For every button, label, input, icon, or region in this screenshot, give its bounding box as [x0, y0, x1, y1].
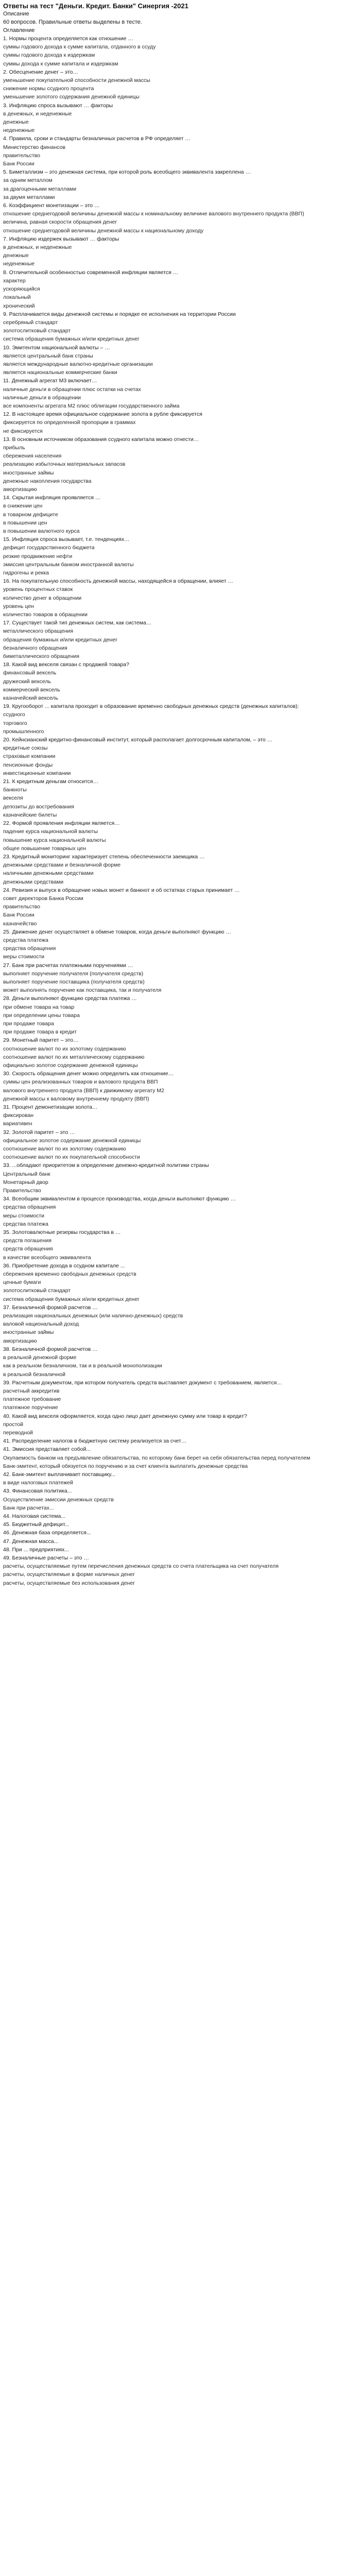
- answer-line: сбережения населения: [3, 453, 62, 460]
- question-line: 6. Коэффициент монетизации – это …: [3, 202, 100, 209]
- question-line: 1. Нормы процента определяется как отношение …: [3, 36, 133, 42]
- answer-line: величина, равная скорости обращения денег: [3, 219, 117, 226]
- question-line: 5. Биметаллизм – это денежная система, при которой роль всеобщего эквивалента закреплена …: [3, 169, 251, 176]
- question-line: 19. Кругооборот ... капитала проходит в образование временно свободных денежных средств (денежных капиталов):: [3, 703, 299, 710]
- question-line: 40. Какой вид векселя оформляется, когда одно лицо дает денежную сумму или товар в кредит?: [3, 1413, 247, 1419]
- answer-line: при обмене товара на товар: [3, 1004, 75, 1010]
- answer-line: в виде налоговых платежей: [3, 1480, 73, 1486]
- answer-line: металлического обращения: [3, 628, 74, 635]
- answer-line: амортизацию: [3, 1337, 37, 1344]
- question-line: 44. Налоговая система...: [3, 1513, 66, 1519]
- answer-line: Министерство финансов: [3, 144, 65, 150]
- question-line: 15. Инфляция спроса вызывает, т.е. тенденциях…: [3, 536, 130, 543]
- question-line: 36. Приобретение дохода в ссудном капитале ...: [3, 1262, 125, 1269]
- question-line: 25. Движение денег осуществляет в обмене товаров, когда деньги выполняют функцию …: [3, 928, 231, 935]
- answer-line: в качестве всеобщего эквивалента: [3, 1254, 91, 1261]
- question-line: 23. Кредитный мониторинг характеризует степень обеспеченности заемщика …: [3, 853, 205, 860]
- answer-line: реализация национальных денежных (или налично-денежных) средств: [3, 1313, 183, 1319]
- answer-line: обращения бумажных и/или кредитных денег: [3, 636, 118, 643]
- answer-line: Банк России: [3, 912, 35, 919]
- question-line: 30. Скорость обращения денег можно определить как отношение…: [3, 1071, 174, 1077]
- answer-line: наличными денежными средствами: [3, 870, 94, 877]
- question-line: 9. Расплачивается виды денежной системы и порядке ее исполнения на территории России: [3, 311, 236, 317]
- answer-line: простой: [3, 1421, 24, 1428]
- answer-line: при продаже товара в кредит: [3, 1029, 77, 1036]
- answer-line: фиксируется по определенной пропорции в граммах: [3, 419, 136, 426]
- answer-line: уровень цен: [3, 603, 34, 609]
- answer-line: как в реальном безналичном, так и в реальной монополизации: [3, 1363, 162, 1369]
- answer-line: расчеты, осуществляемые без использования денег: [3, 1580, 135, 1586]
- question-line: 47. Денежная масса...: [3, 1538, 59, 1545]
- question-line: 33. ...обладают приоритетом в определение денежно-кредитной политики страны: [3, 1162, 209, 1169]
- question-line: 21. К кредитным деньгам относится…: [3, 778, 98, 785]
- answer-line: в реальной безналичной: [3, 1371, 65, 1378]
- answer-line: соотношение валют по их покупательной способности: [3, 1154, 140, 1161]
- question-line: 43. Финансовая политика...: [3, 1488, 72, 1495]
- answer-line: в снижении цен: [3, 503, 43, 510]
- answer-line: суммы годового дохода к сумме капитала, отданного в ссуду: [3, 44, 156, 50]
- answer-line: депозиты до востребования: [3, 803, 74, 810]
- answer-line: является национальные коммерческие банки: [3, 369, 117, 376]
- answer-line: снижение нормы ссудного процента: [3, 86, 94, 92]
- answer-line: за драгоценными металлами: [3, 185, 77, 192]
- answer-line: совет директоров Банка России: [3, 895, 83, 902]
- answer-line: средств обращения: [3, 1246, 53, 1252]
- answer-line: в денежных, и неденежные: [3, 110, 72, 117]
- question-line: 2. Обесценение денег – это…: [3, 69, 78, 75]
- answer-line: промышленного: [3, 728, 44, 735]
- question-line: 22. Формой проявления инфляции является…: [3, 820, 120, 827]
- answer-line: биметаллического обращения: [3, 653, 79, 660]
- answer-line: платежное требование: [3, 1396, 61, 1403]
- answer-line: валового внутреннего продукта (ВВП) к движимому агрегату М2: [3, 1087, 164, 1094]
- answer-line: соотношение валют по их металлическому содержанию: [3, 1054, 145, 1060]
- answer-line: казначейские билеты: [3, 811, 57, 818]
- answer-line: расчеты, осуществляемые в форме наличных денег: [3, 1571, 135, 1578]
- answer-line: иностранные займы: [3, 1329, 54, 1336]
- answer-line: дефицит государственного бюджета: [3, 545, 95, 551]
- question-line: 24. Ревизия и выпуск в обращение новых монет и банкнот и об остатках старых принимает …: [3, 887, 240, 893]
- answer-line: средства платежа: [3, 937, 48, 943]
- answer-line: пенсионные фонды: [3, 761, 53, 768]
- answer-line: отношение среднегодовой величины денежной массы к национальному доходу: [3, 227, 204, 234]
- question-line: 20. Кейнсианский кредитно-финансовый институт, который располагает долгосрочным капиталом, – это …: [3, 737, 273, 743]
- answer-line: Осуществление эмиссии денежных средств: [3, 1496, 114, 1503]
- question-line: 16. На покупательную способность денежной массы, находящейся в обращении, влияет …: [3, 578, 233, 585]
- question-line: 12. В настоящее время официальное содержание золота в рубле фиксируется: [3, 411, 202, 418]
- answer-line: фиксирован: [3, 1112, 34, 1119]
- answer-line: локальный: [3, 294, 31, 301]
- answer-line: наличные деньги в обращении: [3, 394, 81, 401]
- document-info: 60 вопросов. Правильные ответы выделены в тесте.: [3, 19, 142, 25]
- answer-line: неденежные: [3, 127, 35, 134]
- answer-line: количество товаров в обращении: [3, 612, 88, 618]
- answer-line: Окупаемость банком на предъявление обязательства, по которому банк берет на себя обязательства перед получателем: [3, 1454, 311, 1461]
- answer-line: торгового: [3, 720, 27, 726]
- answer-line: соотношение валют по их золотому содержанию: [3, 1045, 126, 1052]
- answer-line: наличные деньги в обращении плюс остатки на счетах: [3, 386, 141, 393]
- answer-line: не фиксируется: [3, 428, 43, 434]
- answer-line: в повышении валютного курса: [3, 528, 80, 534]
- answer-line: дружеский вексель: [3, 678, 51, 685]
- answer-line: Центральный банк: [3, 1171, 50, 1177]
- answer-line: денежные: [3, 252, 29, 259]
- question-line: 8. Отличительной особенностью современной инфляции является …: [3, 269, 179, 276]
- question-line: 4. Правила, сроки и стандарты безналичных расчетов в РФ определяет …: [3, 135, 191, 142]
- answer-line: амортизацию: [3, 486, 37, 493]
- question-line: 18. Какой вид векселя связан с продажей товара?: [3, 662, 129, 668]
- answer-line: средств погашения: [3, 1238, 51, 1244]
- answer-line: денежной массы к валовому внутреннему продукту (ВВП): [3, 1095, 149, 1102]
- question-line: 42. Банк-эмитент выплачивает поставщику...: [3, 1471, 116, 1478]
- answer-line: система обращения бумажных и/или кредитных денег: [3, 336, 140, 343]
- answer-line: в реальной денежной форме: [3, 1354, 77, 1361]
- answer-line: Банк-эмитент, который обязуется по поручению и за счет клиента выплатить денежные средства: [3, 1463, 248, 1469]
- answer-line: эмиссия центральным банком иностранной валюты: [3, 561, 134, 568]
- toc-label: Оглавление: [3, 27, 35, 33]
- answer-line: расчетный аккредитив: [3, 1387, 60, 1394]
- answer-line: неденежные: [3, 261, 35, 267]
- answer-line: страховые компании: [3, 753, 56, 760]
- answer-line: резкие продвижение нефти: [3, 553, 73, 560]
- answer-line: ссудного: [3, 711, 25, 718]
- answer-line: выполняет поручение получателя (получателя средств): [3, 970, 144, 977]
- question-line: 11. Денежный агрегат М3 включает…: [3, 378, 97, 384]
- answer-line: в товарном дефиците: [3, 511, 58, 518]
- question-line: 35. Золотовалютные резервы государства в …: [3, 1229, 121, 1236]
- answer-line: коммерческий вексель: [3, 686, 60, 693]
- qa-list: [3, 35, 357, 1587]
- answer-line: суммы годового дохода к издержкам: [3, 52, 95, 59]
- answer-line: денежными средствами: [3, 878, 64, 885]
- question-line: 31. Процент демонетизации золота…: [3, 1104, 98, 1110]
- answer-line: все компоненты агрегата М2 плюс облигации государственного займа: [3, 402, 180, 409]
- question-line: 27. Банк при расчетах платежными поручениями …: [3, 962, 133, 969]
- answer-line: официально золотое содержание денежной единицы: [3, 1062, 138, 1069]
- answer-line: за одним металлом: [3, 177, 53, 184]
- answer-line: финансовый вексель: [3, 670, 57, 676]
- answer-line: денежные: [3, 119, 29, 126]
- answer-line: ускоряющийся: [3, 286, 40, 293]
- answer-line: серебряный стандарт: [3, 319, 58, 326]
- answer-line: меры стоимости: [3, 1212, 44, 1219]
- answer-line: хронический: [3, 302, 35, 309]
- answer-line: повышение курса национальной валюты: [3, 837, 106, 843]
- answer-line: векселя: [3, 795, 23, 802]
- answer-line: банкноты: [3, 787, 27, 793]
- question-line: 32. Золотой паритет – это …: [3, 1129, 75, 1136]
- answer-line: соотношение валют по их золотому содержанию: [3, 1146, 126, 1153]
- question-line: 34. Всеобщим эквивалентом в процессе производства, когда деньги выполняют функцию …: [3, 1196, 236, 1202]
- answer-line: вариативен: [3, 1121, 32, 1127]
- answer-line: правительство: [3, 152, 40, 159]
- answer-line: характер: [3, 277, 26, 284]
- answer-line: уровень процентных ставок: [3, 586, 73, 593]
- question-line: 14. Скрытая инфляция проявляется …: [3, 495, 101, 501]
- question-line: 17. Существует такой тип денежных систем, как система…: [3, 620, 152, 626]
- question-line: 46. Денежная база определяется...: [3, 1530, 91, 1536]
- answer-line: общее повышение товарных цен: [3, 845, 87, 852]
- question-line: 48. При ... предприятиях...: [3, 1546, 70, 1553]
- answer-line: система обращения бумажных и/или кредитных денег: [3, 1296, 140, 1302]
- question-line: 7. Инфляцию издержек вызывают … факторы: [3, 235, 119, 242]
- answer-line: в денежных, и неденежные: [3, 244, 72, 251]
- answer-line: ценные бумаги: [3, 1279, 41, 1286]
- answer-line: отношение среднегодовой величины денежной массы к номинальному величине валового внутреннего продукта (ВВП): [3, 211, 304, 217]
- answer-line: при определении цены товара: [3, 1012, 80, 1019]
- answer-line: переводной: [3, 1429, 33, 1436]
- answer-line: уменьшение покупательной способности денежной массы: [3, 77, 150, 84]
- question-line: 3. Инфляцию спроса вызывают … факторы: [3, 102, 113, 109]
- answer-line: может выполнять поручение как поставщика, так и получателя: [3, 987, 162, 994]
- answer-line: золотослитковый стандарт: [3, 328, 71, 334]
- question-line: 39. Расчетным документом, при котором получатель средств выставляет документ с требованием, является…: [3, 1379, 282, 1386]
- answer-line: денежные накопления государства: [3, 478, 92, 484]
- answer-line: безналичного обращения: [3, 645, 67, 651]
- answer-line: валовой национальный доход: [3, 1321, 79, 1328]
- answer-line: падение курса национальной валюты: [3, 828, 98, 835]
- answer-line: в повышении цен: [3, 519, 47, 526]
- answer-line: гидрогены и рекка: [3, 570, 49, 576]
- question-line: 45. Бюджетный дефицит...: [3, 1521, 70, 1528]
- question-line: 10. Эмитентом национальной валюты – …: [3, 344, 110, 351]
- question-line: 13. В основным источником образования ссудного капитала можно отнести…: [3, 436, 199, 443]
- answer-line: иностранные займы: [3, 469, 54, 476]
- question-line: 41. Распределение налогов в бюджетную систему реализуется за счет…: [3, 1438, 187, 1445]
- answer-line: суммы цен реализованных товаров и валового продукта ВВП: [3, 1079, 158, 1086]
- answer-line: кредитные союзы: [3, 745, 48, 752]
- answer-line: платежное поручение: [3, 1404, 58, 1411]
- question-line: 37. Безналичной формой расчетов …: [3, 1304, 98, 1311]
- answer-line: золотослитковый стандарт: [3, 1287, 71, 1294]
- answer-line: средства платежа: [3, 1221, 48, 1227]
- answer-line: Банк России: [3, 161, 35, 167]
- answer-line: сбережения временно свободных денежных средств: [3, 1271, 136, 1278]
- answer-line: денежными средствами и безналичной форме: [3, 862, 121, 869]
- answer-line: Правительство: [3, 1188, 41, 1194]
- answer-line: является центральный банк страны: [3, 352, 93, 359]
- answer-line: количество денег в обращении: [3, 595, 82, 601]
- answer-line: меры стоимости: [3, 954, 44, 960]
- answer-line: расчеты, осуществляемые путем перечисления денежных средств со счета плательщика на счет получателя: [3, 1563, 279, 1570]
- answer-line: инвестиционные компании: [3, 770, 71, 776]
- answer-line: прибыль: [3, 444, 25, 451]
- question-line: 41. Эмиссия представляет собой...: [3, 1446, 91, 1453]
- question-line: 38. Безналичной формой расчетов …: [3, 1346, 98, 1352]
- answer-line: уменьшение золотого содержания денежной единицы: [3, 94, 140, 100]
- question-line: 28. Деньги выполняют функцию средства платежа …: [3, 995, 137, 1002]
- answer-line: казначейский вексель: [3, 695, 58, 702]
- answer-line: средства обращения: [3, 945, 56, 952]
- question-line: 29. Монетный паритет – это…: [3, 1037, 79, 1044]
- question-line: 49. Безналичные расчеты – это …: [3, 1554, 89, 1561]
- answer-line: Банк при расчетах...: [3, 1504, 54, 1511]
- answer-line: является международные валютно-кредитные организации: [3, 361, 153, 367]
- answer-line: официальное золотое содержание денежной единицы: [3, 1137, 141, 1144]
- answer-line: суммы дохода к сумме капитала и издержкам: [3, 60, 118, 67]
- answer-line: Монетарный двор: [3, 1179, 48, 1185]
- description-label: Описание: [3, 11, 29, 17]
- answer-line: за двумя металлами: [3, 194, 55, 200]
- document-title: Ответы на тест "Деньги. Кредит. Банки" Синергия -2021: [3, 2, 188, 10]
- answer-line: при продаже товара: [3, 1020, 54, 1027]
- answer-line: выполняет поручение поставщика (получателя средств): [3, 978, 145, 985]
- answer-line: правительство: [3, 904, 40, 910]
- answer-line: реализацию избыточных материальных запасов: [3, 461, 126, 468]
- answer-line: казначейство: [3, 920, 37, 927]
- answer-line: средства обращения: [3, 1204, 56, 1211]
